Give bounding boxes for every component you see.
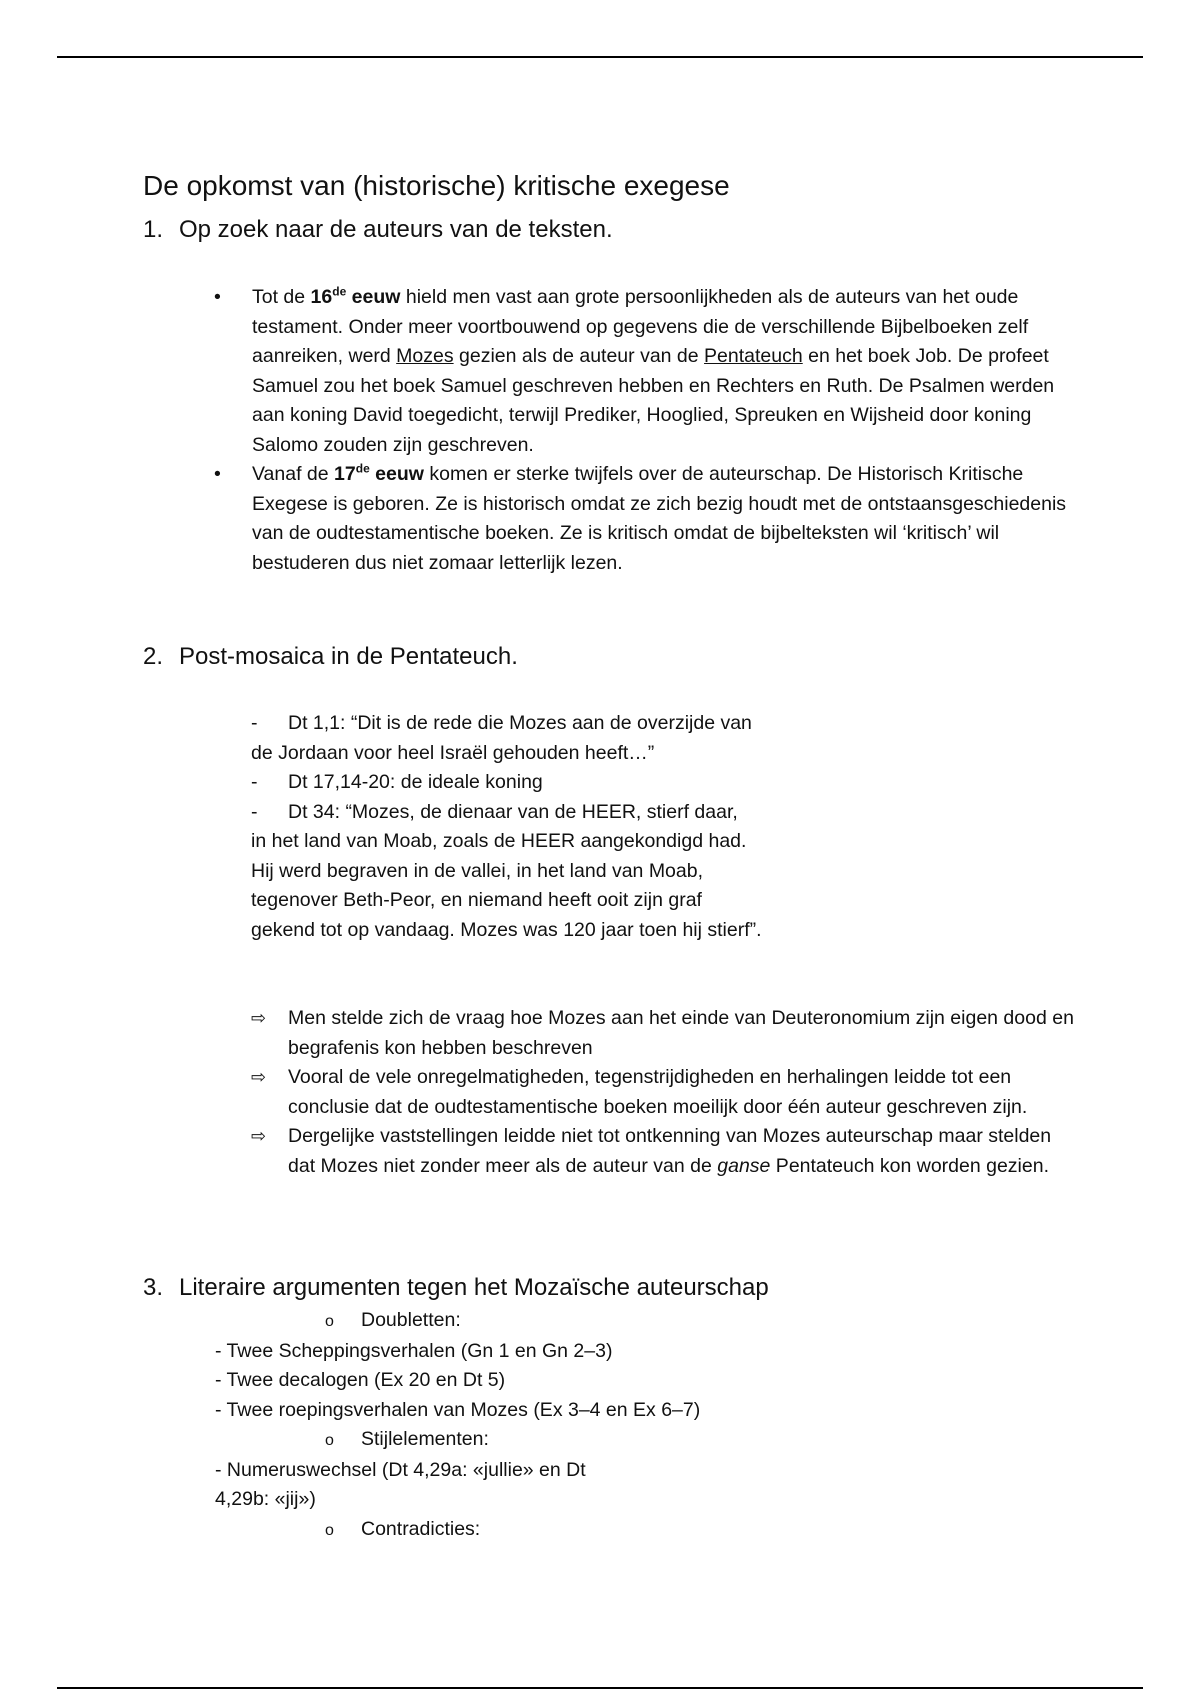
list-item: - Twee roepingsverhalen van Mozes (Ex 3–4 en Ex 6–7): [215, 1398, 701, 1421]
section-title: Op zoek naar de auteurs van de teksten.: [179, 216, 613, 243]
list-item: - Twee Scheppingsverhalen (Gn 1 en Gn 2–3): [215, 1339, 613, 1362]
sub-heading: o Contradicties:: [215, 1515, 835, 1546]
list-item: ⇨ Men stelde zich de vraag hoe Mozes aan het einde van Deuteronomium zijn eigen dood en begrafenis kon hebben beschreven: [251, 1004, 1081, 1063]
bullet-list: [208, 283, 1078, 578]
arrow-list: [251, 1004, 1081, 1181]
header-rule: [57, 56, 1143, 58]
section-2-heading: [143, 642, 518, 672]
list-item: - Twee decalogen (Ex 20 en Dt 5): [215, 1369, 506, 1391]
page-title: De opkomst van (historische) kritische exegese: [143, 170, 730, 201]
underlined-term: Mozes: [396, 345, 454, 367]
list-item: • Vanaf de 17de eeuw komen er sterke twijfels over de auteurschap. De Historisch Kritische Exegese is geboren. Ze is historisch omdat ze zich bezig houdt met de ontstaansgeschiedenis van de oudtestamentische boeken. Ze is kritisch omdat de bijbelteksten wil ‘kritisch’ wil bestuderen dus niet zomaar letterlijk lezen.: [214, 461, 1067, 574]
quote-line: - Dt 17,14-20: de ideale koning: [251, 771, 543, 793]
arrow-right-icon: ⇨: [251, 1008, 267, 1028]
circle-bullet-icon: o: [325, 1521, 334, 1539]
arrow-right-icon: ⇨: [251, 1067, 267, 1087]
quote-line: de Jordaan voor heel Israël gehouden heeft…”: [251, 741, 655, 764]
list-item: ⇨ Dergelijke vaststellingen leidde niet tot ontkenning van Mozes auteurschap maar stelden dat Mozes niet zonder meer als de auteur van de ganse Pentateuch kon worden gezien.: [251, 1122, 1081, 1181]
bullet-icon: •: [214, 286, 221, 308]
section-number: 3.: [143, 1274, 164, 1301]
list-item: • Tot de 16de eeuw hield men vast aan grote persoonlijkheden als de auteurs van het oude testament. Onder meer voortbouwend op gegevens die de verschillende Bijbelboeken zelf aanreiken, werd Mozes gezien als de auteur van de Pentateuch en het boek Job. De profeet Samuel zou het boek Samuel geschreven hebben en Rechters en Ruth. De Psalmen werden aan koning David toegedicht, terwijl Prediker, Hooglied, Spreuken en Wijsheid door koning Salomo zouden zijn geschreven.: [214, 284, 1055, 456]
list-item: - Numeruswechsel (Dt 4,29a: «jullie» en Dt: [215, 1458, 586, 1481]
sub-heading: o Doubletten:: [215, 1306, 835, 1337]
section-number: 2.: [143, 643, 164, 670]
section-1-heading: [143, 215, 613, 245]
arrow-right-icon: ⇨: [251, 1126, 267, 1146]
circle-bullet-icon: o: [325, 1432, 334, 1449]
sub-heading: o Stijlelementen:: [215, 1425, 835, 1456]
underlined-term: Pentateuch: [704, 345, 803, 367]
quote-line: in het land van Moab, zoals de HEER aangekondigd had. Hij werd begraven in de vallei, in het land van Moab, tegenover Beth-Peor, en niemand heeft ooit zijn graf gekend tot op vandaag. Mozes was 120 jaar toen hij stierf”.: [251, 830, 762, 941]
section-title: Literaire argumenten tegen het Mozaïsche auteurschap: [179, 1274, 769, 1301]
list-item: ⇨ Vooral de vele onregelmatigheden, tegenstrijdigheden en herhalingen leidde tot een conclusie dat de oudtestamentische boeken moeilijk door één auteur geschreven zijn.: [251, 1063, 1081, 1122]
section-title: Post-mosaica in de Pentateuch.: [179, 643, 518, 670]
bullet-icon: •: [214, 463, 221, 485]
circle-bullet-icon: o: [325, 1313, 334, 1330]
quote-line: - Dt 1,1: “Dit is de rede die Mozes aan de overzijde van: [251, 712, 752, 734]
section-number: 1.: [143, 216, 164, 243]
quote-line: - Dt 34: “Mozes, de dienaar van de HEER, stierf daar,: [251, 800, 738, 823]
quote-block: [251, 709, 871, 945]
list-item: 4,29b: «jij»): [215, 1488, 316, 1510]
section-3-heading: [143, 1273, 769, 1303]
argument-list: [215, 1306, 835, 1545]
footer-rule: [57, 1687, 1143, 1689]
